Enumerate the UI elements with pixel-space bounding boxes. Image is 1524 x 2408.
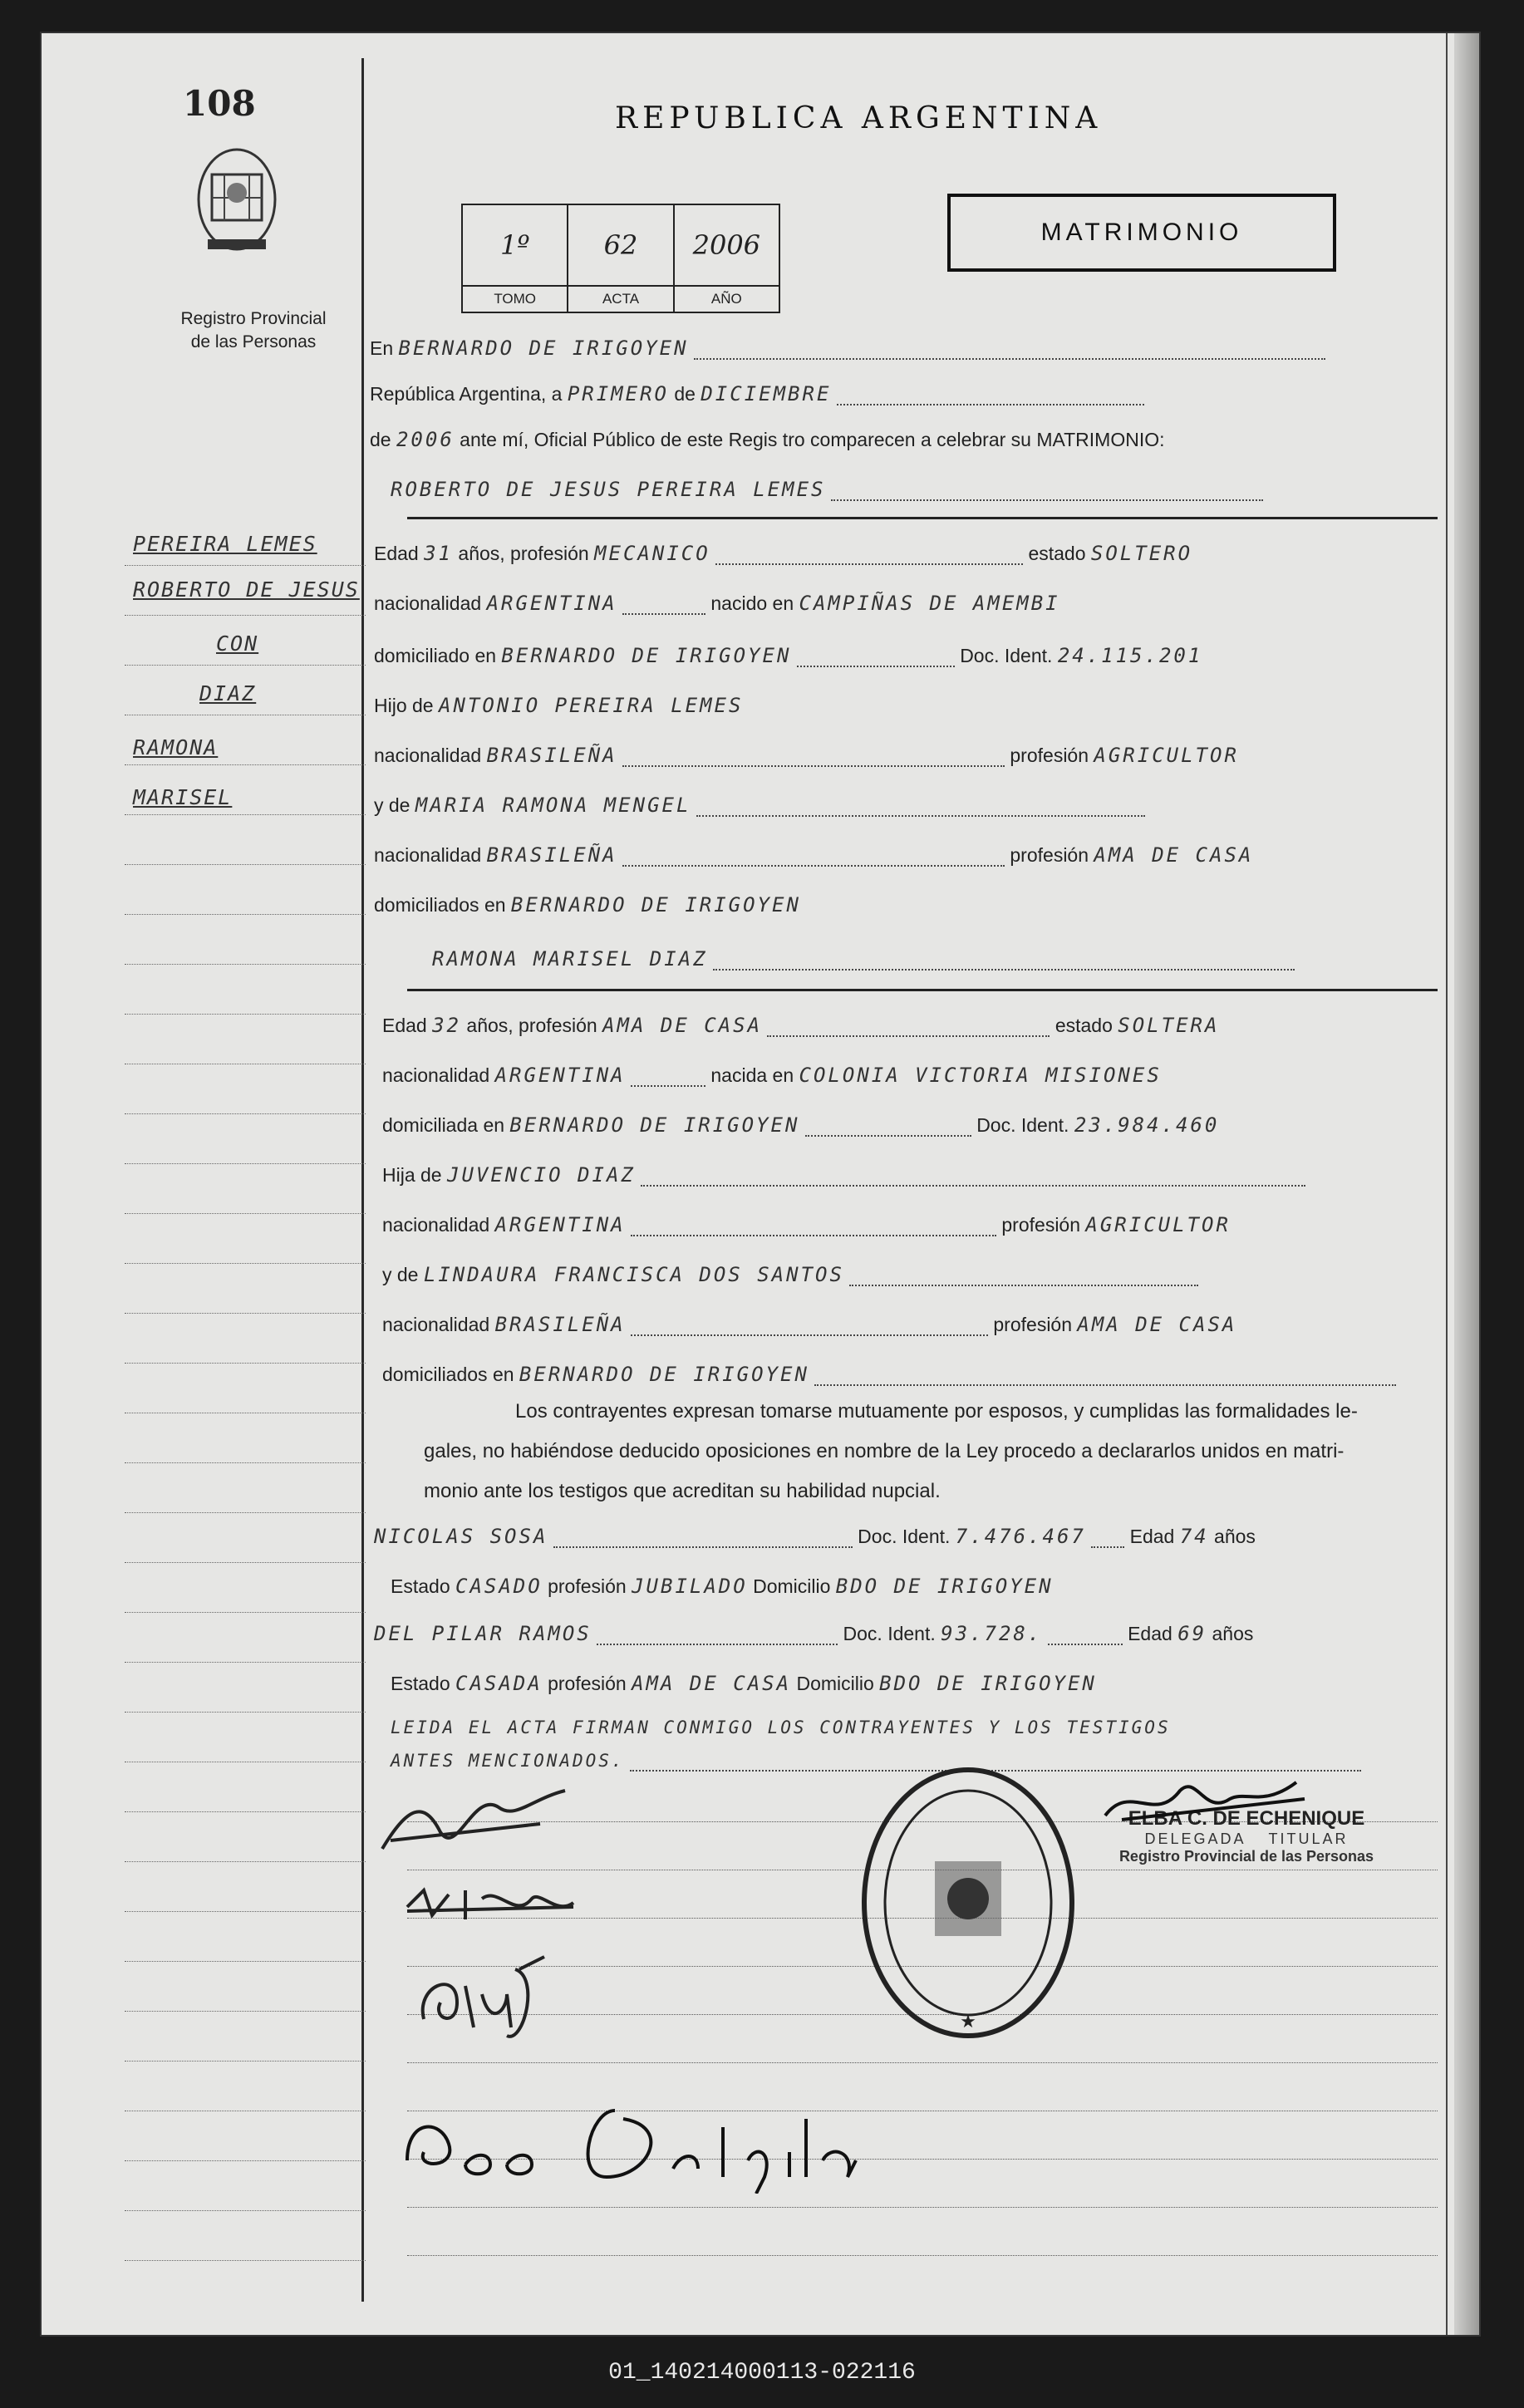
signature-ruled-line: [407, 2205, 1438, 2208]
witness1-profession: JUBILADO: [632, 1575, 748, 1598]
groom-parents-domicile: BERNARDO DE IRIGOYEN: [510, 893, 801, 917]
ruled-line: [125, 2011, 366, 2012]
bride-nationality: ARGENTINA: [494, 1064, 626, 1087]
signature-1: [374, 1774, 573, 1865]
ano-label: AÑO: [675, 285, 779, 312]
bride-age-line: Edad 32 años, profesión AMA DE CASA estado SOLTERA: [382, 1014, 1220, 1037]
witness2-line: DEL PILAR RAMOS Doc. Ident. 93.728. Edad 69 años: [374, 1622, 1254, 1645]
folio-number: 108: [183, 83, 256, 124]
groom-nationality: ARGENTINA: [486, 592, 617, 615]
official-stamp: [1064, 1799, 1429, 1865]
groom-mother: MARIA RAMONA MENGEL: [415, 794, 691, 817]
groom-parents-domicile-line: domiciliados en BERNARDO DE IRIGOYEN: [374, 893, 801, 917]
bride-birthplace: COLONIA VICTORIA MISIONES: [799, 1064, 1162, 1087]
intro-formula-line: de 2006 ante mí, Oficial Público de este Regis tro comparecen a celebrar su MATRIMONIO:: [370, 428, 1165, 451]
groom-age-line: Edad 31 años, profesión MECANICO estado SOLTERO: [374, 542, 1193, 565]
bride-doc: 23.984.460: [1074, 1113, 1220, 1137]
signature-ruled-line: [407, 2253, 1438, 2256]
ruled-line: [125, 1512, 366, 1513]
official-title-2: TITULAR: [1268, 1831, 1349, 1847]
groom-mother-profession: AMA DE CASA: [1094, 843, 1254, 867]
witness2-details-line: Estado CASADA profesión AMA DE CASA Domicilio BDO DE IRIGOYEN: [391, 1672, 1097, 1695]
groom-father: ANTONIO PEREIRA LEMES: [439, 694, 744, 717]
witness1-status: CASADO: [455, 1575, 543, 1598]
bride-nationality-line: nacionalidad ARGENTINA nacida en COLONIA VICTORIA MISIONES: [382, 1064, 1162, 1087]
place-value: BERNARDO DE IRIGOYEN: [398, 337, 689, 360]
margin-note-6: MARISEL: [133, 785, 233, 809]
groom-mother-nat-line: nacionalidad BRASILEÑA profesión AMA DE CASA: [374, 843, 1254, 867]
signature-4: [399, 2094, 864, 2194]
groom-father-profession: AGRICULTOR: [1094, 744, 1239, 767]
registry-name: Registro Provincial de las Personas: [180, 309, 327, 351]
bride-mother-profession: AMA DE CASA: [1077, 1313, 1237, 1336]
witness2-age: 69: [1177, 1622, 1207, 1645]
file-identifier: 01_140214000113-022116: [608, 2360, 916, 2386]
ruled-line: [125, 1263, 366, 1264]
ruled-line: [125, 1163, 366, 1164]
registry-round-stamp: [856, 1762, 1080, 2044]
tomo-value: 1º: [499, 229, 530, 261]
section-separator-2: [407, 989, 1438, 991]
bride-parents-domicile-line: domiciliados en BERNARDO DE IRIGOYEN: [382, 1363, 1396, 1386]
ruled-line: [125, 1462, 366, 1463]
bride-parents-domicile: BERNARDO DE IRIGOYEN: [519, 1363, 809, 1386]
register-page: [42, 33, 1479, 2335]
year-value: 2006: [396, 428, 455, 451]
declaration-line-1: Los contrayentes expresan tomarse mutuamente por esposos, y cumplidas las formalidades le-: [515, 1400, 1358, 1423]
svg-text:★: ★: [960, 2011, 976, 2032]
ruled-line: [125, 2160, 366, 2161]
signature-2: [399, 1882, 582, 1932]
groom-domicile: BERNARDO DE IRIGOYEN: [501, 644, 792, 667]
groom-nationality-line: nacionalidad ARGENTINA nacido en CAMPIÑAS DE AMEMBI: [374, 592, 1060, 615]
acta-label: ACTA: [568, 285, 672, 312]
provincial-seal-icon: [191, 141, 283, 266]
bride-father-line: Hija de JUVENCIO DIAZ: [382, 1163, 1305, 1187]
ruled-line: [125, 615, 366, 616]
day-value: PRIMERO: [567, 382, 669, 405]
ruled-line: [125, 1712, 366, 1713]
closing-text-2: ANTES MENCIONADOS.: [391, 1751, 625, 1771]
groom-name-line: [391, 478, 1263, 501]
acta-reference-box: [461, 204, 780, 313]
groom-mother-line: y de MARIA RAMONA MENGEL: [374, 794, 1145, 817]
witness1-details-line: Estado CASADO profesión JUBILADO Domicilio BDO DE IRIGOYEN: [391, 1575, 1054, 1598]
ruled-line: [125, 914, 366, 915]
official-name: ELBA C. DE ECHENIQUE: [1128, 1807, 1365, 1830]
groom-domicile-line: domiciliado en BERNARDO DE IRIGOYEN Doc. Ident. 24.115.201: [374, 644, 1203, 667]
witness1-age: 74: [1179, 1525, 1209, 1548]
declaration-line-3: monio ante los testigos que acreditan su habilidad nupcial.: [424, 1480, 941, 1502]
bride-mother-line: y de LINDAURA FRANCISCA DOS SANTOS: [382, 1263, 1198, 1286]
ruled-line: [125, 1612, 366, 1613]
ruled-line: [125, 1213, 366, 1214]
groom-father-line: Hijo de ANTONIO PEREIRA LEMES: [374, 694, 744, 717]
groom-doc: 24.115.201: [1057, 644, 1203, 667]
ruled-line: [125, 565, 366, 566]
bride-father: JUVENCIO DIAZ: [447, 1163, 636, 1187]
ruled-line: [125, 1811, 366, 1812]
ruled-line: [125, 2061, 366, 2062]
bride-mother: LINDAURA FRANCISCA DOS SANTOS: [423, 1263, 844, 1286]
margin-note-4: DIAZ: [199, 681, 257, 705]
ruled-line: [125, 2260, 366, 2261]
bride-domicile: BERNARDO DE IRIGOYEN: [509, 1113, 800, 1137]
bride-age: 32: [432, 1014, 462, 1037]
witness2-name: DEL PILAR RAMOS: [374, 1622, 592, 1645]
bride-father-profession: AGRICULTOR: [1085, 1213, 1231, 1236]
bride-name-line: [432, 947, 1295, 971]
ruled-line: [125, 1961, 366, 1962]
margin-note-3: CON: [216, 631, 259, 656]
groom-full-name: ROBERTO DE JESUS PEREIRA LEMES: [391, 478, 826, 501]
bride-profession: AMA DE CASA: [602, 1014, 763, 1037]
groom-father-nat-line: nacionalidad BRASILEÑA profesión AGRICULTOR: [374, 744, 1239, 767]
ruled-line: [125, 1363, 366, 1364]
ruled-line: [125, 1911, 366, 1912]
bride-father-nationality: ARGENTINA: [494, 1213, 626, 1236]
intro-date-line: República Argentina, a PRIMERO de DICIEMBRE: [370, 382, 1144, 405]
section-separator: [407, 517, 1438, 519]
bride-mother-nationality: BRASILEÑA: [494, 1313, 626, 1336]
groom-mother-nationality: BRASILEÑA: [486, 843, 617, 867]
ruled-line: [125, 665, 366, 666]
bride-mother-nat-line: nacionalidad BRASILEÑA profesión AMA DE CASA: [382, 1313, 1237, 1336]
tomo-label: TOMO: [463, 285, 567, 312]
witness1-line: NICOLAS SOSA Doc. Ident. 7.476.467 Edad 74 años: [374, 1525, 1256, 1548]
groom-profession: MECANICO: [594, 542, 710, 565]
margin-divider: [361, 58, 364, 2302]
ruled-line: [125, 814, 366, 815]
document-type-box: MATRIMONIO: [947, 194, 1336, 272]
ruled-line: [125, 2210, 366, 2211]
witness1-domicile: BDO DE IRIGOYEN: [835, 1575, 1054, 1598]
groom-birthplace: CAMPIÑAS DE AMEMBI: [799, 592, 1060, 615]
signature-ruled-line: [407, 2061, 1438, 2063]
margin-note-2: ROBERTO DE JESUS: [133, 577, 360, 602]
book-spine: [1454, 33, 1479, 2335]
acta-value: 62: [603, 229, 638, 261]
closing-line-1: [391, 1716, 1171, 1738]
ruled-line: [125, 1562, 366, 1563]
intro-place-line: En BERNARDO DE IRIGOYEN: [370, 337, 1325, 360]
country-title: REPUBLICA ARGENTINA: [615, 101, 1103, 135]
witness2-profession: AMA DE CASA: [632, 1672, 792, 1695]
ruled-line: [125, 1313, 366, 1314]
bride-domicile-line: domiciliada en BERNARDO DE IRIGOYEN Doc. Ident. 23.984.460: [382, 1113, 1220, 1137]
margin-note-1: PEREIRA LEMES: [133, 532, 317, 556]
ruled-line: [125, 1662, 366, 1663]
bride-father-nat-line: nacionalidad ARGENTINA profesión AGRICULTOR: [382, 1213, 1231, 1236]
ruled-line: [125, 964, 366, 965]
groom-age: 31: [424, 542, 454, 565]
official-signature: [1097, 1774, 1313, 1832]
ano-value: 2006: [692, 229, 761, 261]
official-title-1: DELEGADA: [1144, 1831, 1246, 1847]
closing-text-1: LEIDA EL ACTA FIRMAN CONMIGO LOS CONTRAYENTES Y LOS TESTIGOS: [391, 1718, 1171, 1737]
witness2-status: CASADA: [455, 1672, 543, 1695]
declaration-line-2: gales, no habiéndose deducido oposiciones en nombre de la Ley procedo a declararlos unidos en matri-: [424, 1440, 1345, 1462]
witness1-doc: 7.476.467: [955, 1525, 1086, 1548]
right-margin-line: [1446, 33, 1448, 2335]
ruled-line: [125, 1861, 366, 1862]
official-title-3: Registro Provincial de las Personas: [1118, 1848, 1374, 1865]
ruled-line: [125, 1113, 366, 1114]
witness1-name: NICOLAS SOSA: [374, 1525, 548, 1548]
ruled-line: [125, 764, 366, 765]
month-value: DICIEMBRE: [701, 382, 832, 405]
bride-full-name: RAMONA MARISEL DIAZ: [432, 947, 708, 971]
witness2-doc: 93.728.: [941, 1622, 1043, 1645]
ruled-line: [125, 1014, 366, 1015]
witness2-domicile: BDO DE IRIGOYEN: [879, 1672, 1097, 1695]
groom-father-nationality: BRASILEÑA: [486, 744, 617, 767]
signature-3: [407, 1936, 557, 2052]
ruled-line: [125, 864, 366, 865]
bride-status: SOLTERA: [1118, 1014, 1220, 1037]
groom-status: SOLTERO: [1090, 542, 1193, 565]
margin-note-5: RAMONA: [133, 735, 219, 759]
